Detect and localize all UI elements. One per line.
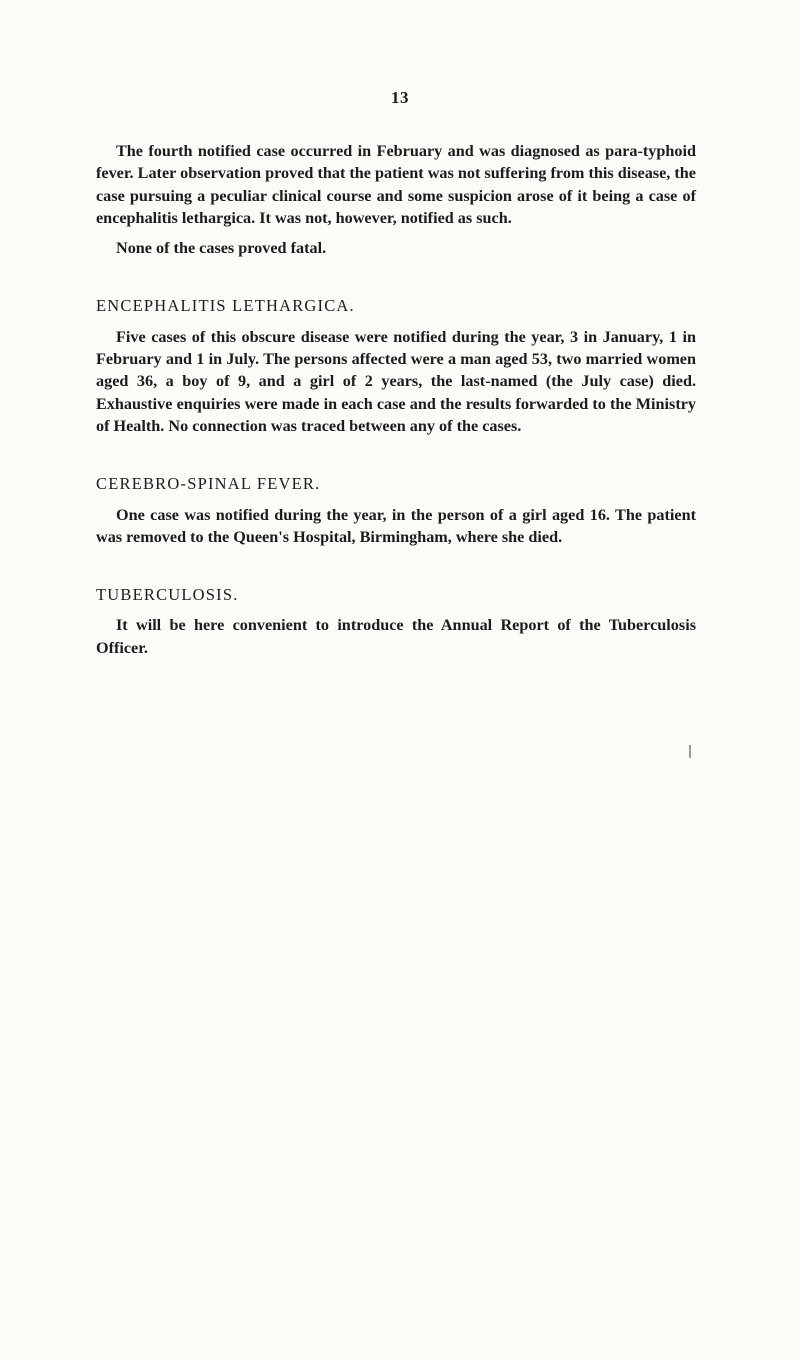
cerebro-spinal-heading: CEREBRO-SPINAL FEVER. (96, 474, 321, 494)
cerebro-spinal-paragraph: One case was notified during the year, in the person of a girl aged 16. The patient was removed to the Queen's Hospital, Birmingham, where she died. (96, 505, 696, 546)
page-body (96, 140, 696, 659)
tuberculosis-paragraph: It will be here convenient to introduce the Annual Report of the Tuberculosis Officer. (96, 616, 696, 657)
tuberculosis-heading: TUBERCULOSIS. (96, 585, 239, 605)
encephalitis-paragraph: Five cases of this obscure disease were notified during the year, 3 in January, 1 in February and 1 in July. The persons affected were a man aged 53, two married women aged 36, a boy of 9, and a girl of 2 years, the last-named (the July case) died. Exhaustive enquiries were made in each case and the results forwarded to the Ministry of Health. No connection was traced between any of the cases. (96, 327, 696, 435)
page-number: 13 (391, 88, 409, 107)
paratyphoid-paragraph: The fourth notified case occurred in February and was diagnosed as para-typhoid fever. Later observation proved that the patient was not suffering from this disease, the case pursuing a peculiar clinical course and some suspicion arose of it being a case of encephalitis lethargica. It was not, however, notified as such. (96, 142, 696, 227)
encephalitis-heading: ENCEPHALITIS LETHARGICA. (96, 296, 355, 316)
fatality-note: None of the cases proved fatal. (116, 239, 327, 258)
scan-mark (689, 745, 691, 758)
